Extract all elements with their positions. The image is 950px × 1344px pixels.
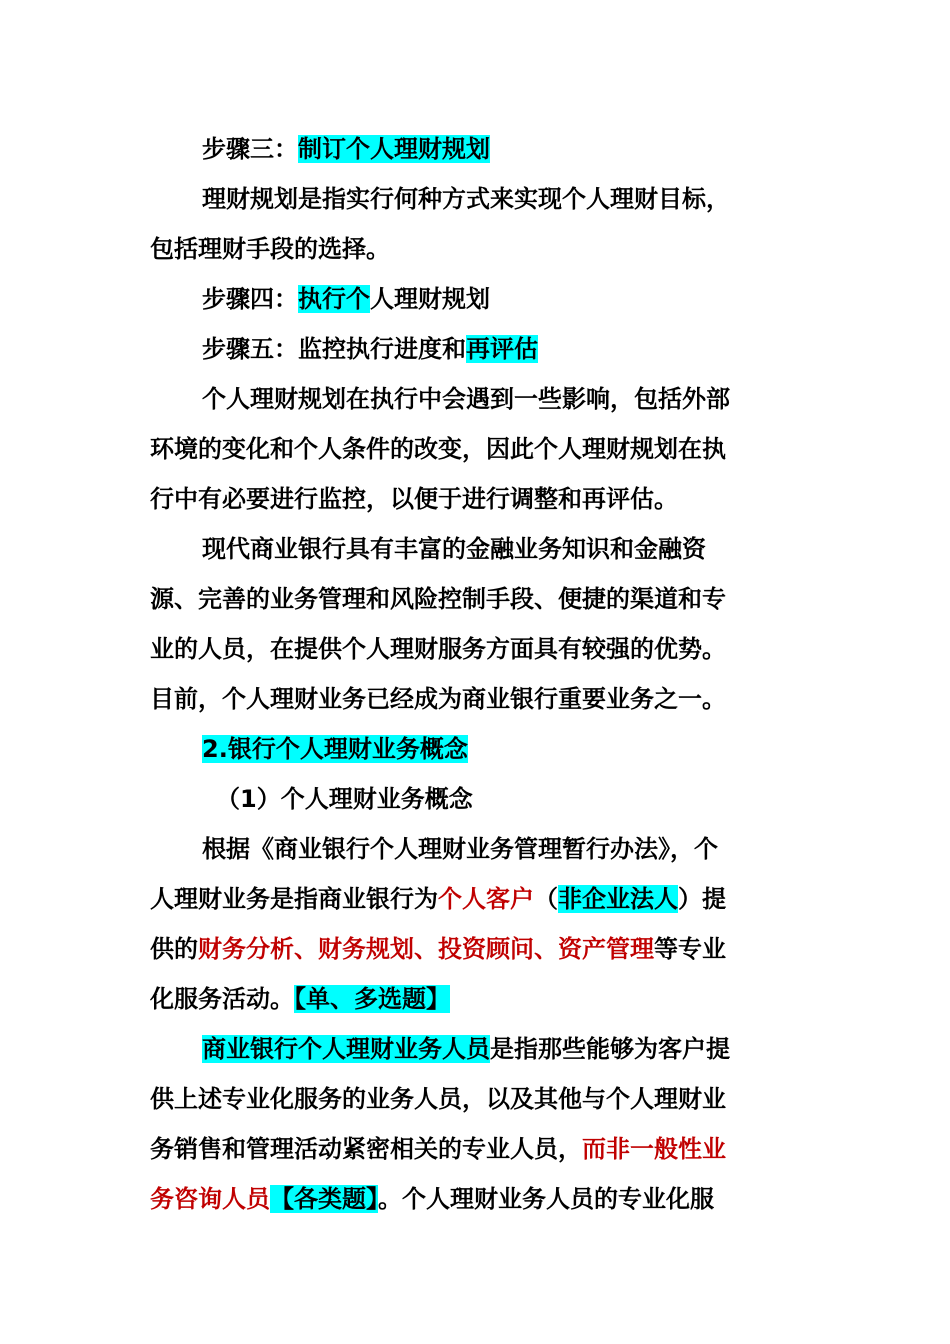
para-monitor-line2: 环境的变化和个人条件的改变，因此个人理财规划在执 (150, 435, 726, 463)
para-def-line1: 根据《商业银行个人理财业务管理暂行办法》，个 (202, 835, 718, 863)
para-def-line2-b: （ (534, 885, 558, 913)
para-def-line3-b: 等专业 (654, 935, 726, 963)
para-def-line2 (150, 874, 770, 924)
para-bank-line2: 源、完善的业务管理和风险控制手段、便捷的渠道和专 (150, 585, 726, 613)
para-plan-line1: 理财规划是指实行何种方式来实现个人理财目标， (202, 185, 730, 213)
para-def-line3-a: 供的 (150, 935, 198, 963)
para-staff-line3-a: 务销售和管理活动紧密相关的专业人员， (150, 1135, 582, 1163)
para-staff-line4 (150, 1174, 770, 1224)
para-def-line2-c: ）提 (678, 885, 726, 913)
para-staff-line1 (150, 1024, 770, 1074)
step4-label: 步骤四： (202, 285, 298, 313)
para-staff-question-tag: 【各类题】 (270, 1185, 378, 1213)
para-bank-line4: 目前，个人理财业务已经成为商业银行重要业务之一。 (150, 685, 726, 713)
para-staff-line1-b: 是指那些能够为客户提 (490, 1035, 730, 1063)
step3-heading (150, 124, 770, 174)
para-def-services: 财务分析、财务规划、投资顾问、资产管理 (198, 935, 654, 963)
para-bank-line3: 业的人员，在提供个人理财服务方面具有较强的优势。 (150, 635, 726, 663)
section2-heading-text: 2.银行个人理财业务概念 (202, 735, 468, 763)
step5-label: 步骤五：监控执行进度和 (202, 335, 466, 363)
para-staff-exclusion: 而非一般性业 (582, 1135, 726, 1163)
para-staff-line4-b: 。个人理财业务人员的专业化服 (378, 1185, 714, 1213)
para-staff-exclusion-cont: 务咨询人员 (150, 1185, 270, 1213)
step4-title-highlight: 执行个 (298, 285, 370, 313)
step3-label: 步骤三： (202, 135, 298, 163)
para-bank-line1: 现代商业银行具有丰富的金融业务知识和金融资 (202, 535, 706, 563)
para-staff-term: 商业银行个人理财业务人员 (202, 1035, 490, 1063)
para-def-line4-a: 化服务活动。 (150, 985, 294, 1013)
para-def-individual-client: 个人客户 (438, 885, 534, 913)
para-plan-line2: 包括理财手段的选择。 (150, 235, 390, 263)
para-staff-line3 (150, 1124, 770, 1174)
step4-title-rest: 人理财规划 (370, 285, 490, 313)
para-monitor-line1: 个人理财规划在执行中会遇到一些影响，包括外部 (202, 385, 730, 413)
subsection1-heading: （1）个人理财业务概念 (216, 785, 473, 813)
para-def-line2-a: 人理财业务是指商业银行为 (150, 885, 438, 913)
para-def-line3 (150, 924, 770, 974)
step4-heading (150, 274, 770, 324)
para-def-non-enterprise: 非企业法人 (558, 885, 678, 913)
para-def-line4 (150, 974, 770, 1024)
step5-heading (150, 324, 770, 374)
document-page (150, 124, 770, 1224)
step3-title: 制订个人理财规划 (298, 135, 490, 163)
para-staff-line2: 供上述专业化服务的业务人员，以及其他与个人理财业 (150, 1085, 726, 1113)
para-def-question-tag: 【单、多选题】 (294, 985, 450, 1013)
step5-title-highlight: 再评估 (466, 335, 538, 363)
para-monitor-line3: 行中有必要进行监控，以便于进行调整和再评估。 (150, 485, 678, 513)
section2-heading (150, 724, 770, 774)
